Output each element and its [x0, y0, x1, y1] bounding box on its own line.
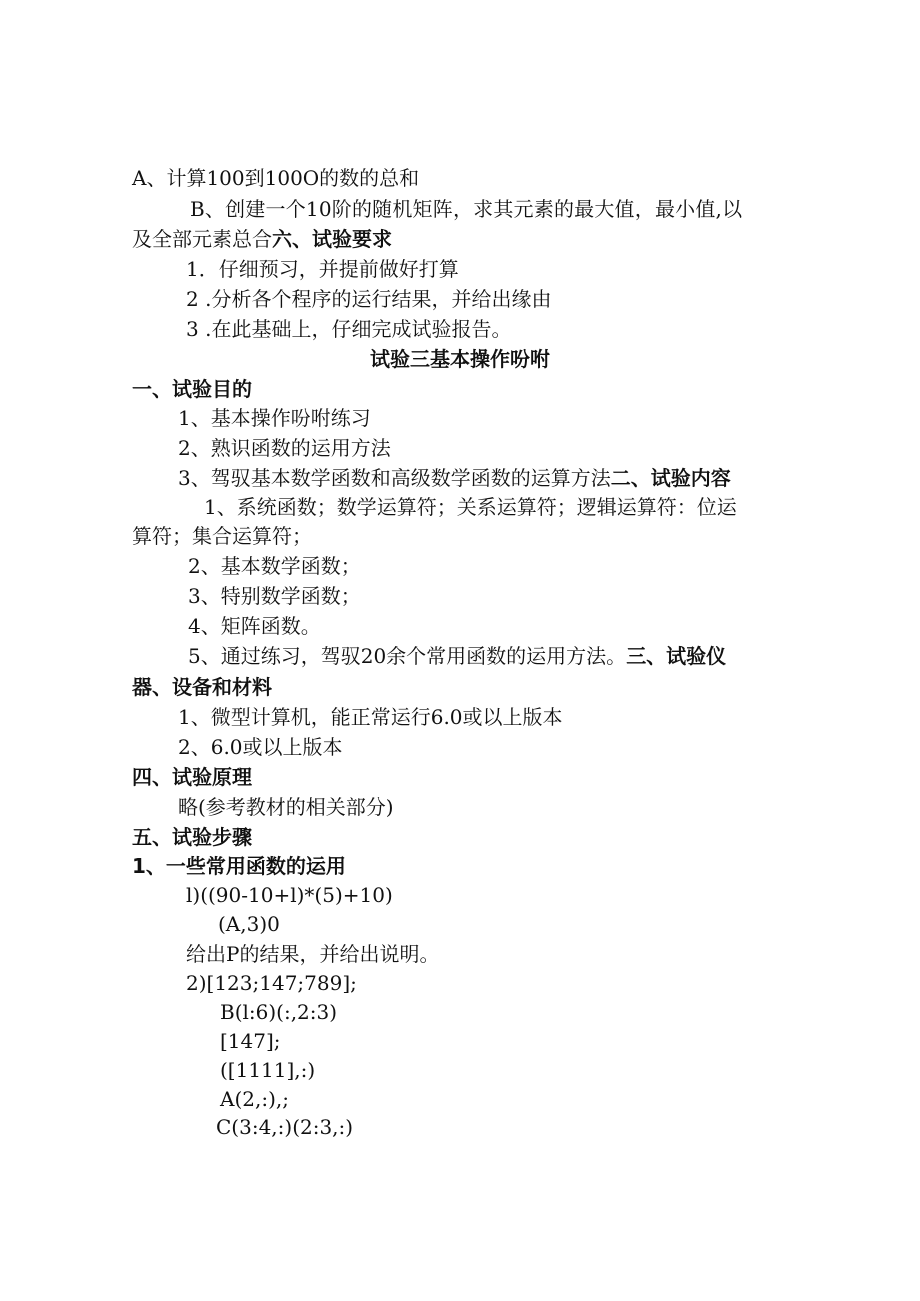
- requirement-3: 3 .在此基础上，仔细完成试验报告。: [186, 317, 512, 341]
- content-5: 5、通过练习，驾驭20余个常用函数的运用方法。: [188, 644, 627, 668]
- item-b-line1: B、创建一个10阶的随机矩阵，求其元素的最大值，最小值,以: [190, 197, 743, 221]
- code-line-9: C(3:4,:)(2:3,:): [216, 1115, 354, 1139]
- content-2: 2、基本数学函数；: [188, 554, 361, 578]
- heading-steps: 五、试验步骤: [132, 825, 252, 849]
- principle-text: 略(参考教材的相关部分): [178, 795, 394, 819]
- item-b-text: 及全部元素总合: [132, 227, 272, 251]
- content-4: 4、矩阵函数。: [188, 614, 321, 638]
- code-line-6: [147];: [220, 1029, 281, 1053]
- code-line-3: 给出P的结果，并给出说明。: [186, 942, 440, 966]
- heading-content: 二、试验内容: [610, 466, 731, 490]
- purpose-3-line: [178, 465, 731, 491]
- heading-equipment-part2: 器、设备和材料: [132, 675, 272, 699]
- code-line-1: l)((90-10+l)*(5)+10): [186, 883, 393, 907]
- purpose-2: 2、熟识函数的运用方法: [178, 436, 391, 460]
- content-5-line: [188, 643, 726, 669]
- code-line-8: A(2,:),;: [220, 1087, 289, 1111]
- code-line-7: ([1111],:): [220, 1058, 316, 1082]
- equipment-2: 2、6.0或以上版本: [178, 735, 343, 759]
- requirement-1: 1．仔细预习，并提前做好打算: [186, 257, 459, 281]
- purpose-3: 3、驾驭基本数学函数和高级数学函数的运算方法: [178, 466, 611, 490]
- heading-equipment-part1: 三、试验仪: [626, 644, 727, 668]
- equipment-1: 1、微型计算机，能正常运行6.0或以上版本: [178, 705, 563, 729]
- code-line-4: 2)[123;147;789];: [186, 971, 357, 995]
- code-line-5: B(l:6)(:,2:3): [220, 1000, 338, 1024]
- heading-purpose: 一、试验目的: [132, 377, 252, 401]
- content-1-line1: 1、系统函数；数学运算符；关系运算符；逻辑运算符：位运: [204, 495, 737, 519]
- heading-requirements: 六、试验要求: [272, 227, 392, 251]
- code-line-2: (A,3)0: [218, 912, 280, 936]
- heading-principle: 四、试验原理: [132, 765, 252, 789]
- item-a: A、计算100到100O的数的总和: [132, 166, 420, 190]
- step-1-heading: 1、一些常用函数的运用: [132, 854, 346, 878]
- purpose-1: 1、基本操作吩咐练习: [178, 406, 371, 430]
- content-3: 3、特别数学函数；: [188, 584, 361, 608]
- experiment-title: 试验三基本操作吩咐: [370, 347, 550, 371]
- item-b-line2: [132, 226, 392, 252]
- content-1-line2: 算符；集合运算符；: [132, 524, 312, 548]
- requirement-2: 2 .分析各个程序的运行结果，并给出缘由: [186, 287, 552, 311]
